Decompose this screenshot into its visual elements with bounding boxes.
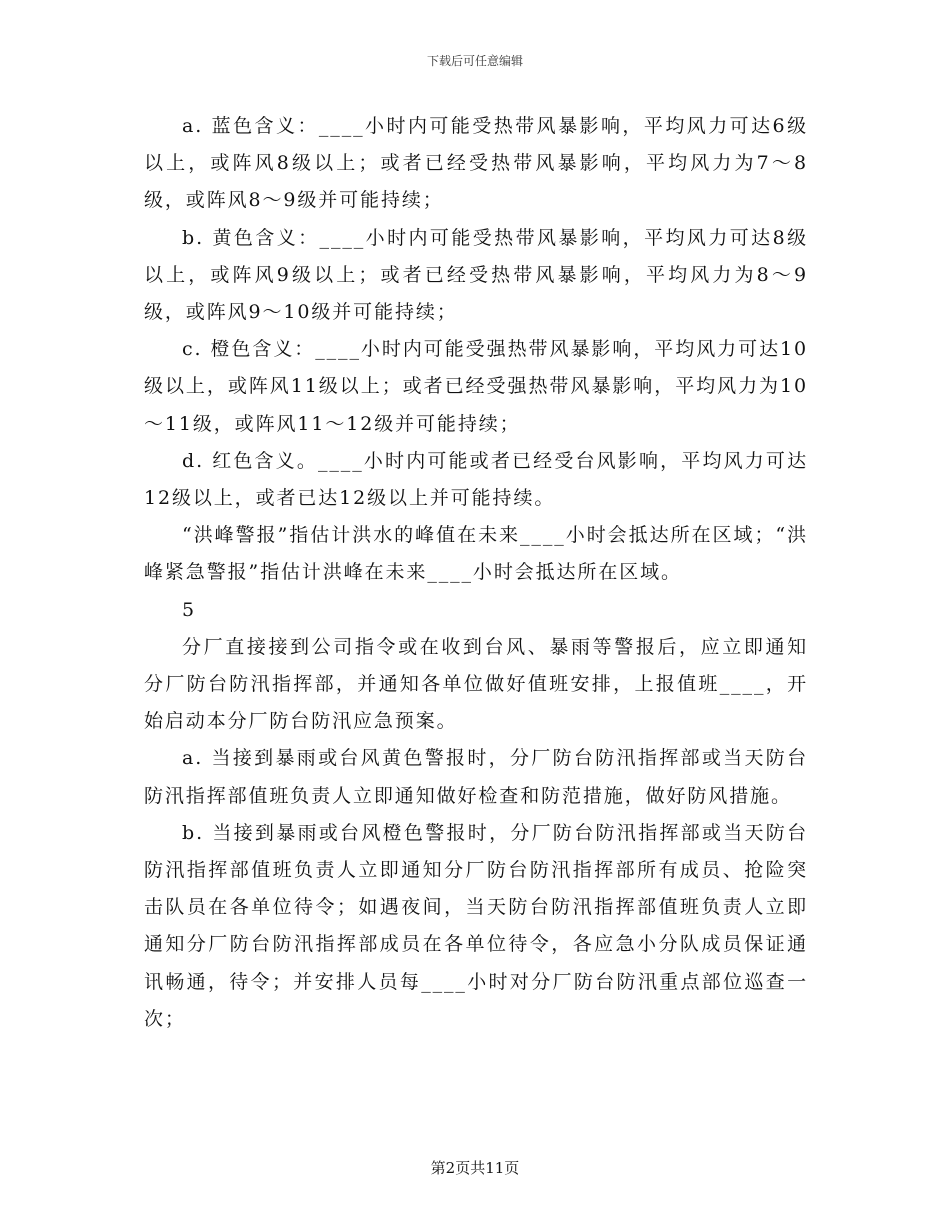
document-body — [144, 108, 808, 1038]
paragraph-orange-warning: c. 橙色含义：____小时内可能受强热带风暴影响，平均风力可达10级以上，或阵风11级以上；或者已经受强热带风暴影响，平均风力为10～11级，或阵风11～12级并可能持续； — [144, 338, 808, 435]
section-number: 5 — [182, 598, 196, 621]
page-footer: 第2页共11页 — [430, 1159, 520, 1177]
paragraph-flood-warning: “洪峰警报”指估计洪水的峰值在未来____小时会抵达所在区域；“洪峰紧急警报”指估计洪峰在未来____小时会抵达所在区域。 — [144, 524, 808, 584]
paragraph-blue-warning: a. 蓝色含义：____小时内可能受热带风暴影响，平均风力可达6级以上，或阵风8级以上；或者已经受热带风暴影响，平均风力为7～8级，或阵风8～9级并可能持续； — [144, 115, 808, 212]
paragraph-yellow-warning: b. 黄色含义：____小时内可能受热带风暴影响，平均风力可达8级以上，或阵风9级以上；或者已经受热带风暴影响，平均风力为8～9级，或阵风9～10级并可能持续； — [144, 226, 808, 324]
paragraph-orange-response: b. 当接到暴雨或台风橙色警报时，分厂防台防汛指挥部或当天防台防汛指挥部值班负责人立即通知分厂防台防汛指挥部所有成员、抢险突击队员在各单位待令；如遇夜间，当天防台防汛指挥部值班负责人立即通知分厂防台防汛指挥部成员在各单位待令，各应急小分队成员保证通讯畅通，待令；并安排人员每____小时对分厂防台防汛重点部位巡查一次； — [144, 821, 808, 1030]
paragraph-red-warning: d. 红色含义。____小时内可能或者已经受台风影响，平均风力可达12级以上，或者已达12级以上并可能持续。 — [144, 449, 808, 510]
paragraph-yellow-response: a. 当接到暴雨或台风黄色警报时，分厂防台防汛指挥部或当天防台防汛指挥部值班负责人立即通知做好检查和防范措施，做好防风措施。 — [144, 747, 808, 807]
paragraph-response-start: 分厂直接接到公司指令或在收到台风、暴雨等警报后，应立即通知分厂防台防汛指挥部，并通知各单位做好值班安排，上报值班____，开始启动本分厂防台防汛应急预案。 — [144, 635, 808, 733]
page-header: 下载后可任意编辑 — [426, 54, 523, 68]
